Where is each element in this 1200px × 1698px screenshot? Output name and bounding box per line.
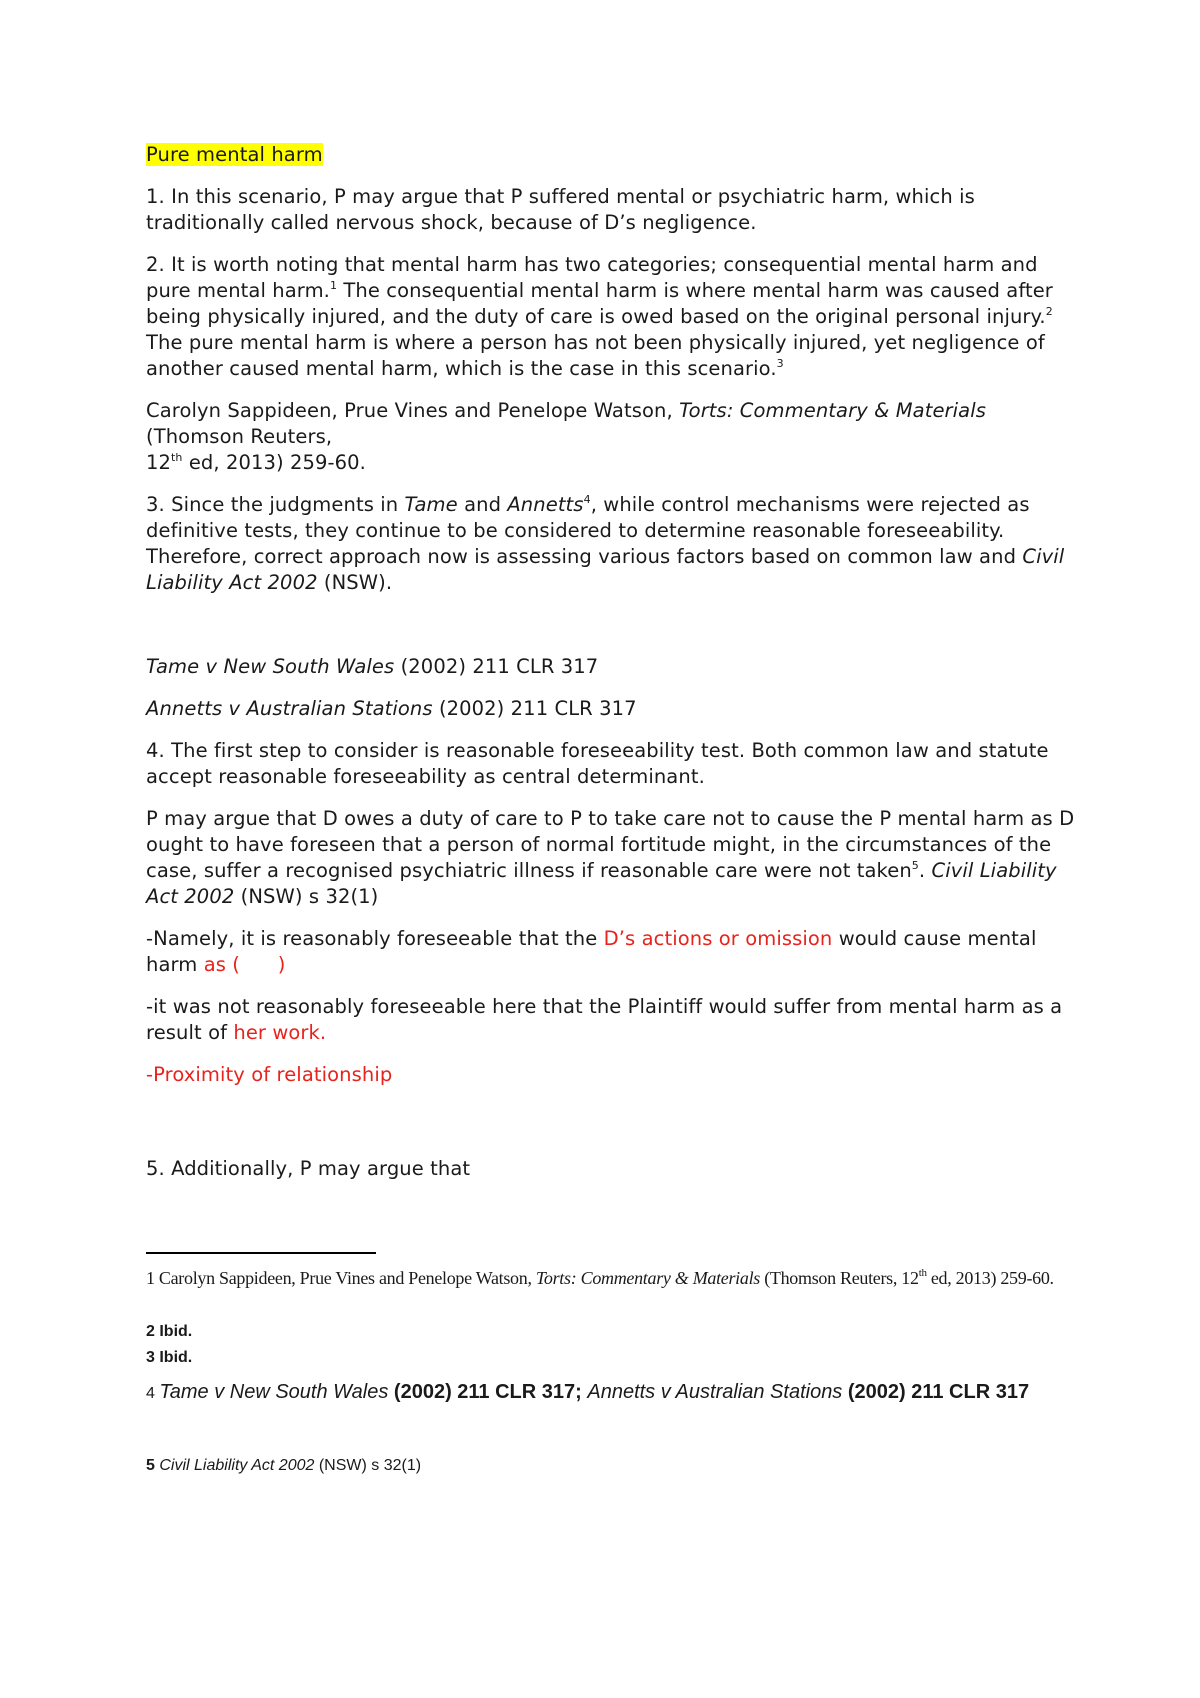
paragraph-5 — [146, 806, 1076, 910]
footnote-ref-1[interactable]: 1 — [329, 279, 338, 292]
paragraph-7-text-a: -it was not reasonably foreseeable here that the Plaintiff would suffer from mental harm as a result of — [146, 995, 1063, 1044]
paragraph-2 — [146, 252, 1076, 382]
case-1-name: Tame v New South Wales — [146, 655, 395, 678]
red-text-actions: D’s actions or omission — [603, 927, 833, 950]
citation-edition-suffix: th — [171, 451, 183, 464]
footnote-4-case-1: Tame v New South Wales — [159, 1381, 389, 1403]
footnote-separator — [146, 1252, 376, 1254]
footnote-3-number: 3 — [146, 1349, 155, 1366]
case-2-citation: (2002) 211 CLR 317 — [432, 697, 637, 720]
document-body — [146, 142, 1076, 1198]
paragraph-6-text-a: -Namely, it is reasonably foreseeable that the — [146, 927, 604, 950]
footnote-3-text: Ibid. — [154, 1349, 193, 1366]
footnote-5-rest: (NSW) s 32(1) — [314, 1457, 422, 1474]
paragraph-5-dot: . — [918, 859, 932, 882]
paragraph-3-text-a: 3. Since the judgments in — [146, 493, 405, 516]
case-1-citation: (2002) 211 CLR 317 — [394, 655, 599, 678]
footnote-4-citation-1: (2002) 211 CLR 317; — [388, 1381, 588, 1403]
act-name: Civil Liability Act 2002 — [146, 545, 1065, 594]
citation-year-pages: ed, 2013) 259-60. — [182, 451, 366, 474]
paragraph-9: 5. Additionally, P may argue that — [146, 1157, 471, 1180]
footnote-5-number: 5 — [146, 1457, 155, 1474]
footnote-1-year-pages: ed, 2013) 259-60. — [926, 1268, 1054, 1288]
paragraph-6 — [146, 926, 1076, 978]
footnote-ref-4[interactable]: 4 — [583, 493, 591, 506]
paragraph-3-text-b: , while control mechanisms were rejected as definitive tests, they continue to be considered to determine reasonable foreseeability. Therefore, correct approach now is assessing various factors based on common law and — [146, 493, 1030, 568]
paragraph-2-text-a: 2. It is worth noting that mental harm has two categories; consequential mental harm and pure mental harm. — [146, 253, 1038, 302]
highlighted-heading: Pure mental harm — [146, 143, 323, 166]
case-annetts: Annetts — [507, 493, 584, 516]
citation-publisher: (Thomson Reuters, — [146, 425, 333, 448]
footnote-3 — [146, 1345, 1076, 1371]
footnote-1-title: Torts: Commentary & Materials — [535, 1268, 760, 1288]
paragraph-8-proximity: -Proximity of relationship — [146, 1063, 393, 1086]
footnote-ref-5[interactable]: 5 — [911, 859, 919, 872]
case-2-name: Annetts v Australian Stations — [146, 697, 433, 720]
footnote-ref-3[interactable]: 3 — [776, 357, 784, 370]
paragraph-1: 1. In this scenario, P may argue that P suffered mental or psychiatric harm, which is traditionally called nervous shock, because of D’s negligence. — [146, 185, 975, 234]
footnote-1-publisher: (Thomson Reuters, 12 — [760, 1268, 919, 1288]
footnote-4-number: 4 — [146, 1385, 155, 1402]
footnote-ref-2[interactable]: 2 — [1045, 305, 1053, 318]
footnote-2-text: Ibid. — [154, 1323, 193, 1340]
case-tame: Tame — [404, 493, 458, 516]
citation-title: Torts: Commentary & Materials — [679, 399, 987, 422]
paragraph-2-text-c: The pure mental harm is where a person has not been physically injured, yet negligence of another caused mental harm, which is the case in this scenario. — [146, 331, 1045, 380]
footnotes-section — [146, 1252, 1076, 1477]
red-text-work: her work. — [233, 1021, 327, 1044]
citation-edition: 12 — [146, 451, 172, 474]
footnote-1-edition-suffix: th — [918, 1267, 927, 1279]
paragraph-3 — [146, 492, 1076, 596]
citation-authors: Carolyn Sappideen, Prue Vines and Penelope Watson, — [146, 399, 680, 422]
paragraph-2-text-b: The consequential mental harm is where mental harm was caused after being physically injured, and the duty of care is owed based on the original personal injury. — [146, 279, 1053, 328]
footnote-2 — [146, 1319, 1076, 1345]
paragraph-5-text-a: P may argue that D owes a duty of care to P to take care not to cause the P mental harm as D ought to have foreseen that a person of normal fortitude might, in the circumstances of the case, suffer a recognised psychiatric illness if reasonable care were not taken — [146, 807, 1075, 882]
act-name-2: Civil Liability Act 2002 — [146, 859, 1057, 908]
footnote-4-citation-2: (2002) 211 CLR 317 — [842, 1381, 1030, 1403]
footnote-5-act: Civil Liability Act 2002 — [159, 1457, 315, 1474]
paragraph-4: 4. The first step to consider is reasonable foreseeability test. Both common law and statute accept reasonable foreseeability as central determinant. — [146, 739, 1049, 788]
case-line-1 — [146, 654, 1076, 680]
footnote-1-number: 1 — [146, 1268, 155, 1288]
case-line-2 — [146, 696, 1076, 722]
paragraph-3-text-c: (NSW). — [317, 571, 393, 594]
footnote-4-case-2: Annetts v Australian Stations — [587, 1381, 843, 1403]
footnote-2-number: 2 — [146, 1323, 155, 1340]
paragraph-7 — [146, 994, 1076, 1046]
footnote-4 — [146, 1371, 1076, 1413]
paragraph-5-text-b: (NSW) s 32(1) — [234, 885, 379, 908]
paragraph-3-and: and — [457, 493, 508, 516]
section-heading — [146, 142, 1076, 168]
red-text-placeholder: as ( ) — [203, 953, 286, 976]
footnote-1-authors: Carolyn Sappideen, Prue Vines and Penelope Watson, — [154, 1268, 536, 1288]
footnote-1 — [146, 1266, 1076, 1291]
citation-paragraph — [146, 398, 1076, 476]
footnote-5 — [146, 1455, 1076, 1477]
paragraph-6-text-b: would cause mental harm — [146, 927, 1037, 976]
